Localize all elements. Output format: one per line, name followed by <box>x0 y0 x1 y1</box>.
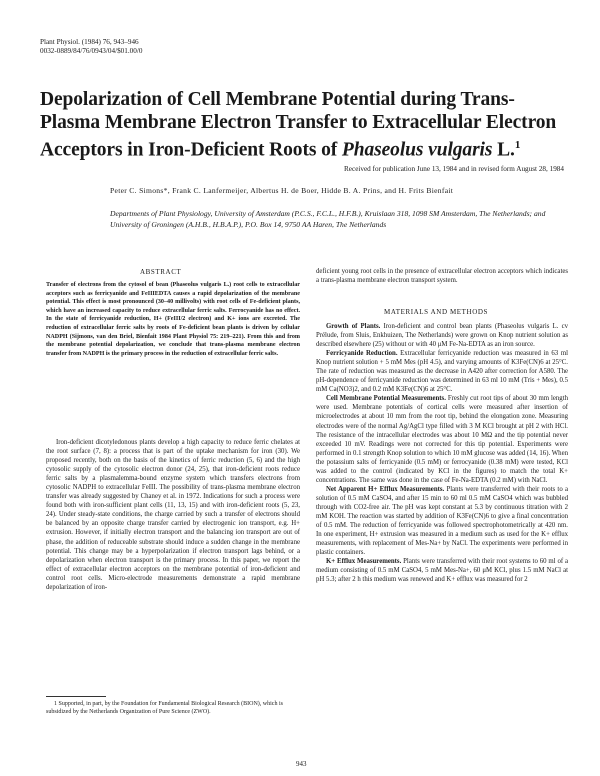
methods-column <box>316 322 568 584</box>
journal-header <box>40 38 142 56</box>
journal-code: 0032-0889/84/76/0943/04/$01.00/0 <box>40 47 143 55</box>
author-list: Peter C. Simons*, Frank C. Lanfermeijer, Albertus H. de Boer, Hidde B. A. Prins, and H. Frits Bienfait <box>110 186 454 195</box>
methods-paragraph <box>316 349 568 394</box>
intro-continuation: deficient young root cells in the presence of extracellular electron acceptors which indicates a trans-plasma membrane electron transport system. <box>316 268 568 285</box>
methods-paragraph <box>316 394 568 484</box>
page-number: 943 <box>296 760 307 768</box>
title-species: Phaseolus vulgaris <box>341 139 493 161</box>
intro-paragraph: Iron-deficient dicotyledonous plants develop a high capacity to reduce ferric chelates at the root surface (7, 8): a process that is part of the uptake mechanism for iron (30). We proposed recently, both on the basis of the kinetics of ferric reduction (5, 6) and the high cytosolic supply of the cytosolic electron donor (24, 25), that iron-deficient roots reduce ferric salts by a plasmalemma-bound enzyme system which transfers electrons from cytosolic NADPH to extracellular FeIII. The possibility of trans-plasma membrane electron transfer was already suggested by Chaney et al. in 1972. Indications for such a process were found both with iron-sufficient plant cells (11, 13, 15) and with iron-deficient roots (5, 23, 24). Under steady-state conditions, the charge carried by such a transfer of electrons should be balanced by an opposite charge transfer carried by electrogenic ion transport, e.g. H+ extrusion. However, if initially electron transport and the balancing ion transport are out of phase, the addition of reduceable substrate should induce a sudden change in the membrane potential. This change may be a hyperpolarization if electron transport lags behind, or a depolarization when electron transport is the primary process. In this paper, we report the effect of extracellular electron acceptors on the membrane potential of iron-deficient and control root cells. Micro-electrode measurements demonstrate a rapid membrane depolarization of iron- <box>46 439 300 591</box>
section-text-growth: Iron-deficient and control bean plants (Phaseolus vulgaris L. cv Prélude, from Sluis, Enkhuizen, The Netherlands) were grown on Knop nutrient solution as described elsewhere (25) without or with 40 μM Fe-Na-EDTA as an iron source. <box>316 323 568 349</box>
methods-paragraph <box>316 557 568 584</box>
section-head-ferricyanide: Ferricyanide Reduction. <box>326 350 398 358</box>
abstract-heading: ABSTRACT <box>140 268 182 276</box>
methods-heading: MATERIALS AND METHODS <box>384 308 488 316</box>
methods-paragraph <box>316 322 568 349</box>
section-head-membrane: Cell Membrane Potential Measurements. <box>326 395 446 403</box>
right-column-top <box>316 267 568 285</box>
section-head-k-efflux: K+ Efflux Measurements. <box>326 558 402 566</box>
section-head-h-efflux: Net Apparent H+ Efflux Measurements. <box>326 485 445 493</box>
affiliations: Departments of Plant Physiology, University of Amsterdam (P.C.S., F.C.L., H.F.B.), Kruislaan 318, 1098 SM Amsterdam, The Netherlands; and University of Groningen (A.H.B., H.B.A.P.), P.O. Box 14, 9750 AA Haren, The Netherlands <box>110 209 546 229</box>
methods-paragraph <box>316 485 568 557</box>
journal-citation: Plant Physiol. (1984) 76, 943–946 <box>40 38 139 46</box>
footnote-rule <box>46 696 106 697</box>
intro-column <box>46 438 300 592</box>
abstract-text: Transfer of electrons from the cytosol of bean (Phaseolus vulgaris L.) root cells to extracellular acceptors such as ferricyanide and FeIIIEDTA causes a rapid depolarization of the membrane potential. This effect is most pronounced (30–40 millivolts) with root cells of Fe-deficient plants, which have an increased capacity to reduce extracellular ferric salts. Ferrocyanide has no effect. In the state of ferricyanide reduction, H+ (FeIII/2 electron) and K+ ions are excreted. The reduction of extracellular ferric salts by roots of Fe-deficient bean plants is driven by cellular NADPH (Sijmons, van den Briel, Bienfait 1984 Plant Physiol 75: 219–221). From this and from the membrane potential depolarization, we conclude that trans-plasma membrane electron transfer from NADPH is the primary process in the reduction of extracellular ferric salts. <box>46 282 300 357</box>
section-head-growth: Growth of Plants. <box>326 323 381 330</box>
title-footnote-mark: 1 <box>514 139 521 151</box>
section-text-membrane: Freshly cut root tips of about 30 mm length were used. Membrane potentials of cortical cells were measured after insertion of microelectrodes at about 10 mm from the root tip, behind the elongation zone. Measuring electrodes were of the normal Ag/AgCl type filled with 3 M KCl brought at pH 2 with HCl. The resistance of the intracellular electrodes was about 10 MΩ and the tip potential never exceeded 10 mV. Readings were not corrected for this tip potential. Experiments were performed in 0.1 strength Knop solution to which 10 mM glucose was added (14, 16). When the potassium salts of ferricyanide (0.5 mM) or ferrocyanide (0.38 mM) were tested, KCl was added to the control (indicated by KCl in the figures) to match the total K+ concentrations. The same was done in the case of Fe-Na-EDTA (0.2 mM) with NaCl. <box>316 395 568 484</box>
section-text-h-efflux: Plants were transferred with their roots to a solution of 0.5 mM CaSO4, and after 15 min to 60 ml 0.5 mM CaSO4 which was bubbled through with CO2-free air. The pH was kept constant at 5.3 by continuous titration with 2 mM KOH. The reaction was started by addition of K3Fe(CN)6 to give a final concentration of 0.5 mM. The reduction of ferricyanide was followed spectrophotometrically at 420 nm. In one experiment, H+ extrusion was measured in a medium such as used for the K+ efflux measurements, with replacement of Mes-Na+ by NaCl. The experiments were performed in plastic containers. <box>316 485 568 557</box>
section-text-ferricyanide: Extracellular ferricyanide reduction was measured in 63 ml Knop nutrient solution + 5 mM Mes (pH 4.5), and varying amounts of K3Fe(CN)6 at 25°C. The rate of reduction was measured as the decrease in A420 after correction for A580. The pH-dependence of ferricyanide reduction was determined in 63 ml 10 mM (Tris + Mes), 0.5 mM Ca(NO3)2, and 0.2 mM K3Fe(CN)6 at 25°C. <box>316 350 568 394</box>
section-text-k-efflux: Plants were transferred with their root systems to 60 ml of a medium consisting of 0.5 mM CaSO4, 5 mM Mes-Na+, 60 μM KCl, plus 1.5 mM NaCl at pH 5.3; after 2 h this medium was renewed and K+ efflux was measured for 2 <box>316 558 568 584</box>
paper-title <box>40 88 560 162</box>
received-date: Received for publication June 13, 1984 and in revised form August 28, 1984 <box>344 165 564 173</box>
title-text: Depolarization of Cell Membrane Potential during Trans-Plasma Membrane Electron Transfer to Extracellular Electron Acceptors in Iron-Deficient Roots of <box>40 89 557 161</box>
footnote: 1 Supported, in part, by the Foundation for Fundamental Biological Research (BION), which is subsidized by the Netherlands Organization of Pure Science (ZWO). <box>46 701 283 715</box>
title-suffix: L. <box>492 139 515 161</box>
